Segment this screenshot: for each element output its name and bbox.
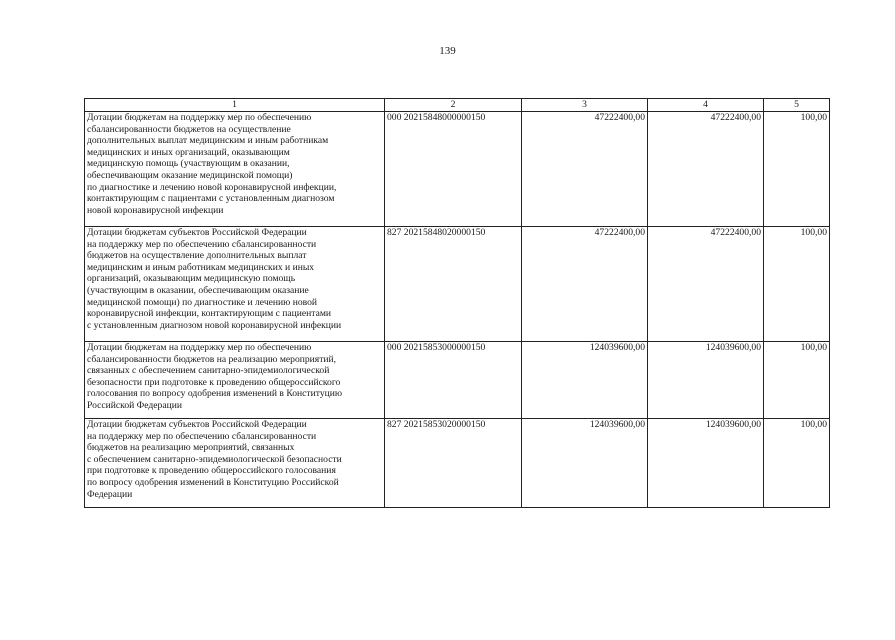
row-code-cell: 827 20215848020000150: [385, 227, 522, 342]
name-line: с установленным диагнозом новой коронавирусной инфекции: [87, 319, 342, 331]
name-line: Дотации бюджетам на поддержку мер по обеспечению: [87, 112, 312, 123]
name-line: дополнительных выплат медицинским и иным работникам: [87, 135, 329, 147]
row-name-cell: [85, 342, 385, 419]
name-line: голосования по вопросу одобрения изменений в Конституцию: [87, 388, 343, 400]
name-line: на поддержку мер по обеспечению сбалансированности: [87, 238, 317, 250]
table-row: [85, 112, 830, 227]
row-col4-cell: 47222400,00: [648, 227, 764, 342]
column-header-1: 1: [85, 99, 385, 112]
column-header-4: 4: [648, 99, 764, 112]
name-line: (участвующим в оказании, обеспечивающим оказание: [87, 284, 309, 296]
name-line: обеспечивающим оказание медицинской помощи): [87, 169, 293, 181]
row-name-cell: [85, 419, 385, 508]
name-line: бюджетов на осуществление дополнительных выплат: [87, 250, 307, 262]
name-line: Российской Федерации: [87, 399, 182, 411]
name-line: при подготовке к проведению общероссийского голосования: [87, 465, 336, 477]
name-line: коронавирусной инфекции, контактирующим с пациентами: [87, 308, 332, 320]
name-line: с обеспечением санитарно-эпидемиологической безопасности: [87, 453, 342, 465]
row-col3-cell: 124039600,00: [522, 419, 648, 508]
row-name-cell: [85, 112, 385, 227]
name-line: бюджетов на реализацию мероприятий, связанных: [87, 442, 295, 454]
column-header-2: 2: [385, 99, 522, 112]
row-code-cell: 000 20215848000000150: [385, 112, 522, 227]
name-line: сбалансированности бюджетов на осуществление: [87, 123, 291, 135]
row-col5-cell: 100,00: [764, 112, 830, 227]
row-col3-cell: 47222400,00: [522, 227, 648, 342]
name-line: Федерации: [87, 488, 133, 500]
name-line: связанных с обеспечением санитарно-эпидемиологической: [87, 365, 330, 377]
name-line: сбалансированности бюджетов на реализацию мероприятий,: [87, 353, 337, 365]
row-col3-cell: 124039600,00: [522, 342, 648, 419]
name-line: Дотации бюджетам субъектов Российской Федерации: [87, 419, 307, 430]
name-line: новой коронавирусной инфекции: [87, 204, 224, 216]
row-col4-cell: 124039600,00: [648, 419, 764, 508]
budget-table: [84, 98, 830, 508]
name-line: медицинским и иным работникам медицинских и иных: [87, 261, 315, 273]
column-header-3: 3: [522, 99, 648, 112]
table-row: [85, 227, 830, 342]
name-line: организаций, оказывающим медицинскую помощь: [87, 273, 296, 285]
name-line: на поддержку мер по обеспечению сбалансированности: [87, 430, 317, 442]
name-line: по диагностике и лечению новой коронавирусной инфекции,: [87, 181, 337, 193]
table-row: [85, 419, 830, 508]
row-col5-cell: 100,00: [764, 342, 830, 419]
name-line: медицинской помощи) по диагностике и лечению новой: [87, 296, 318, 308]
row-col5-cell: 100,00: [764, 227, 830, 342]
row-code-cell: 827 20215853020000150: [385, 419, 522, 508]
row-col5-cell: 100,00: [764, 419, 830, 508]
name-line: по вопросу одобрения изменений в Конституцию Российской: [87, 476, 339, 488]
name-line: медицинских и иных организаций, оказывающим: [87, 146, 290, 158]
table-header-row: [85, 99, 830, 112]
row-col3-cell: 47222400,00: [522, 112, 648, 227]
row-col4-cell: 47222400,00: [648, 112, 764, 227]
column-header-5: 5: [764, 99, 830, 112]
name-line: безопасности при подготовке к проведению общероссийского: [87, 376, 341, 388]
page-number: 139: [439, 45, 456, 57]
name-line: контактирующим с пациентами с установленным диагнозом: [87, 193, 335, 205]
name-line: Дотации бюджетам на поддержку мер по обеспечению: [87, 342, 312, 353]
name-line: Дотации бюджетам субъектов Российской Федерации: [87, 227, 307, 238]
row-code-cell: 000 20215853000000150: [385, 342, 522, 419]
name-line: медицинскую помощь (участвующим в оказании,: [87, 158, 290, 170]
row-col4-cell: 124039600,00: [648, 342, 764, 419]
row-name-cell: [85, 227, 385, 342]
table-row: [85, 342, 830, 419]
